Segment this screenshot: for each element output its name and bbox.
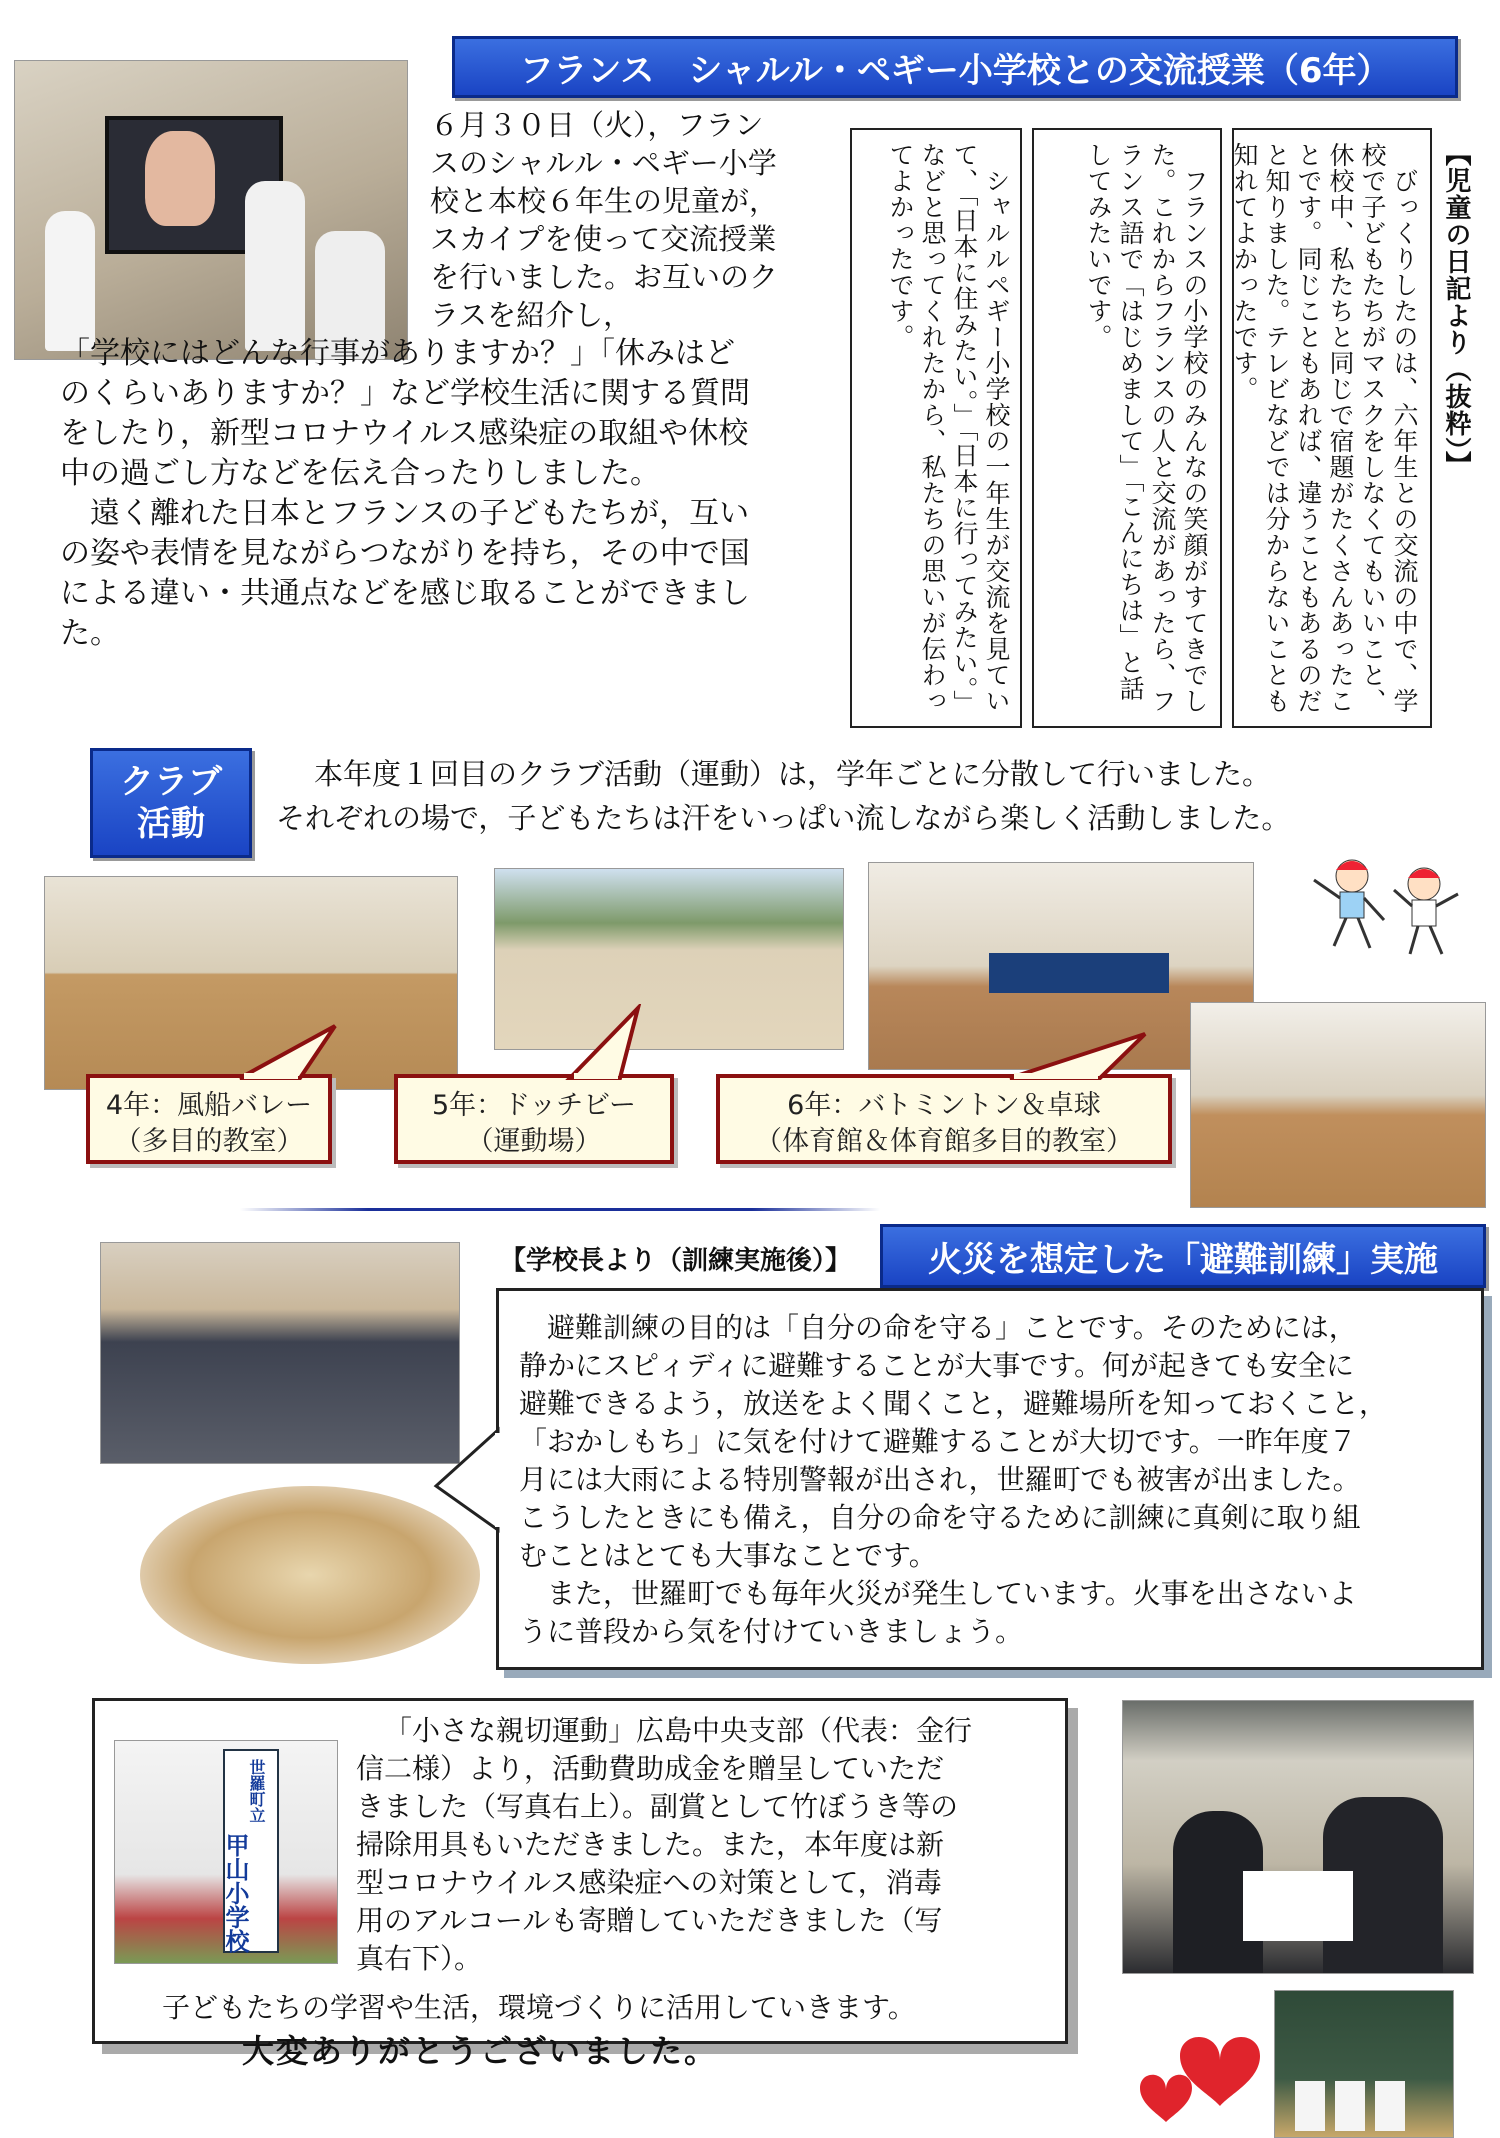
diary-text-1: びっくりしたのは、六年生との交流の中で、学校で子どもたちがマスクをしなくてもいいこと、休校中、私たちと同じで宿題がたくさんあったことです。同じこともあれば、違うこともあるのだと知りました。テレビなどでは分からないことも知れてよかったです。: [1230, 142, 1419, 714]
drill-line: 避難訓練の目的は「自分の命を守る」ことです。そのためには，: [519, 1311, 1357, 1344]
france-paragraph: [430, 106, 840, 334]
callout-tail: [560, 1004, 650, 1080]
kindness-thanks: 大変ありがとうございました。: [242, 2032, 719, 2070]
drill-line: 「おかしもち」に気を付けて避難することが大切です。一昨年度７: [519, 1425, 1357, 1458]
school-sign-name: 甲山小学校: [221, 1833, 249, 1953]
school-sign-town: 世羅町立: [247, 1759, 266, 1823]
diary-text-3: シャルルペギー小学校の一年生が交流を見ていて、「日本に住みたい。」「日本に行ってみたい。」などと思ってくれたから、私たちの思いが伝わってよかったです。: [886, 142, 1011, 714]
principal-label: 【学校長より（訓練実施後）】: [500, 1246, 852, 1276]
diary-box-3: [850, 128, 1022, 728]
france-line: 遠く離れた日本とフランスの子どもたちが，互い: [60, 496, 750, 531]
kids-illustration-icon: [1300, 850, 1470, 960]
speech-tail: [432, 1420, 502, 1540]
france-line: 中の過ごし方などを伝え合ったりしました。: [60, 456, 660, 491]
principal-speech-photo: [140, 1486, 480, 1664]
france-line: ６月３０日（火），フラン: [430, 108, 764, 142]
caption-5th-grade: [394, 1074, 674, 1164]
school-sign-photo: [114, 1740, 338, 1964]
france-line: 「学校にはどんな行事がありますか？」「休みはど: [60, 336, 735, 371]
kindness-line: 信二様）より，活動費助成金を贈呈していただ: [356, 1752, 945, 1785]
section-divider: [240, 1208, 880, 1211]
dodgebee-photo: [494, 868, 844, 1050]
france-line: の姿や表情を見ながらつながりを持ち，その中で国: [60, 536, 750, 571]
drill-message-box: [496, 1288, 1484, 1670]
kindness-line: 真右下）。: [356, 1942, 483, 1975]
france-line: スカイプを使って交流授業: [430, 222, 777, 256]
kindness-text: [356, 1712, 1056, 1978]
club-banner: [90, 748, 252, 858]
drill-line: うに普段から気を付けていきましょう。: [519, 1615, 1024, 1648]
drill-banner: [880, 1224, 1486, 1288]
drill-line: 静かにスピィディに避難することが大事です。何が起きても安全に: [519, 1349, 1354, 1382]
france-line: 校と本校６年生の児童が，: [430, 184, 779, 218]
caption-4-line1: 4年：風船バレー: [105, 1090, 313, 1121]
france-banner-text: フランス シャルル・ペギー小学校との交流授業（6年）: [519, 50, 1391, 91]
badminton-photo: [1190, 1002, 1486, 1208]
drill-line: また，世羅町でも毎年火災が発生しています。火事を出さないよ: [519, 1577, 1357, 1610]
kindness-line: 掃除用具もいただきました。また，本年度は新: [356, 1828, 945, 1861]
caption-4-line2: （多目的教室）: [114, 1126, 304, 1157]
caption-6th-grade: [716, 1074, 1172, 1164]
club-intro-line: それぞれの場で，子どもたちは汗をいっぱい流しながら楽しく活動しました。: [276, 801, 1291, 835]
diary-box-2: [1032, 128, 1222, 728]
kindness-line: 型コロナウイルス感染症への対策として，消毒: [356, 1866, 942, 1899]
france-line: をしたり，新型コロナウイルス感染症の取組や休校: [60, 416, 749, 451]
donation-ceremony-photo: [1122, 1700, 1474, 1974]
caption-4th-grade: [86, 1074, 332, 1164]
france-paragraph-cont: [60, 334, 850, 654]
evacuation-assembly-photo: [100, 1242, 460, 1464]
caption-5-line1: 5年：ドッチビー: [431, 1090, 637, 1121]
drill-line: こうしたときにも備え，自分の命を守るために訓練に真剣に取り組: [519, 1501, 1361, 1534]
kindness-line: 「小さな親切運動」広島中央支部（代表：金行: [384, 1714, 973, 1747]
callout-tail: [220, 1018, 340, 1080]
kindness-line: 用のアルコールも寄贈していただきました（写: [356, 1904, 943, 1937]
caption-5-line2: （運動場）: [466, 1126, 602, 1157]
diary-text-2: フランスの小学校のみんなの笑顔がすてきでした。これからフランスの人と交流があったら、フランス語で「はじめまして」「こんにちは」と話してみたいです。: [1084, 142, 1209, 714]
france-line: による違い・共通点などを感じ取ることができまし: [60, 576, 750, 611]
kindness-line: きました（写真右上）。副賞として竹ぼうき等の: [356, 1790, 959, 1823]
drill-line: 月には大雨による特別警報が出され，世羅町でも被害が出ました。: [519, 1463, 1361, 1496]
france-banner: [452, 36, 1458, 98]
france-line: ラスを紹介し，: [430, 298, 633, 332]
club-banner-line2: 活動: [137, 804, 205, 844]
caption-6-line2: （体育館＆体育館多目的教室）: [755, 1126, 1133, 1157]
kindness-closing: 子どもたちの学習や生活，環境づくりに活用していきます。: [162, 1991, 916, 2024]
drill-line: 避難できるよう，放送をよく聞くこと，避難場所を知っておくこと，: [519, 1387, 1388, 1420]
drill-banner-text: 火災を想定した「避難訓練」実施: [928, 1239, 1438, 1280]
france-line: た。: [60, 616, 120, 651]
skype-class-photo: [14, 60, 408, 360]
disinfectant-photo: [1274, 1990, 1454, 2138]
club-banner-line1: クラブ: [120, 762, 222, 802]
france-line: スのシャルル・ペギー小学: [430, 146, 777, 180]
club-intro: [276, 752, 1476, 840]
france-line: のくらいありますか？」など学校生活に関する質問: [60, 376, 750, 411]
diary-title: 【児童の日記より（抜粋）】: [1441, 140, 1471, 478]
france-line: を行いました。お互いのク: [430, 260, 779, 294]
diary-box-1: [1232, 128, 1432, 728]
club-intro-line: 本年度１回目のクラブ活動（運動）は，学年ごとに分散して行いました。: [314, 757, 1272, 791]
hearts-icon: [1130, 1990, 1270, 2130]
drill-line: むことはとても大事なことです。: [519, 1539, 937, 1572]
callout-tail: [1000, 1028, 1150, 1080]
caption-6-line1: 6年：バトミントン＆卓球: [787, 1090, 1101, 1121]
